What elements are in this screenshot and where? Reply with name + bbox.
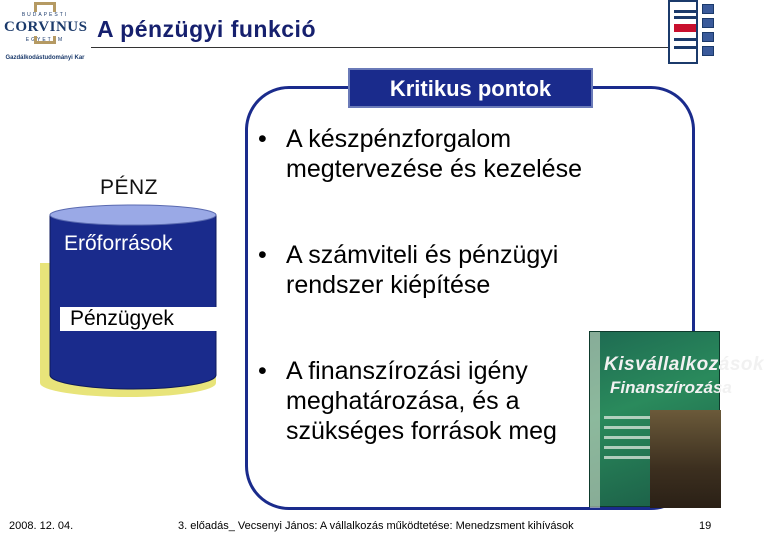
footer-date: 2008. 12. 04. xyxy=(9,520,74,532)
logo-top-text: BUDAPESTI xyxy=(21,12,69,18)
critical-points-label: Kritikus pontok xyxy=(348,68,593,108)
bullet-item xyxy=(258,356,557,446)
logo-sub-text: EGYETEM xyxy=(25,37,65,43)
bullet-line: A finanszírozási igény xyxy=(286,357,528,385)
slide-title: A pénzügyi funkció xyxy=(97,16,316,42)
book-cover-image xyxy=(589,331,764,507)
logo-bar xyxy=(674,16,696,19)
logo-cube xyxy=(702,4,714,14)
logo-tagline: Gazdálkodástudományi Kar xyxy=(5,55,85,61)
book-title-line2: Finanszírozása xyxy=(610,378,732,397)
logo-frame-top xyxy=(34,2,56,12)
institute-logo xyxy=(668,0,720,66)
bullet-item xyxy=(258,240,558,300)
bullet-line: rendszer kiépítése xyxy=(286,271,491,299)
bullet-line: szükséges források meg xyxy=(286,417,557,445)
author-line xyxy=(604,446,654,449)
bullet-item xyxy=(258,124,582,184)
logo-bar xyxy=(674,46,696,49)
title-divider xyxy=(91,47,671,48)
book-title-line1: Kisvállalkozások xyxy=(604,354,764,375)
page-number: 19 xyxy=(699,520,712,532)
bullet-line: A készpénzforgalom xyxy=(286,125,512,153)
logo-cube xyxy=(702,46,714,56)
penzugyek-label: Pénzügyek xyxy=(70,307,174,330)
logo-name: CORVINUS xyxy=(4,19,88,35)
author-line xyxy=(604,436,654,439)
logo-cube xyxy=(702,32,714,42)
institute-logo-box xyxy=(668,0,698,64)
penz-label: PÉNZ xyxy=(100,176,159,199)
bullet-line: megtervezése és kezelése xyxy=(286,155,582,183)
logo-red-band xyxy=(674,24,696,32)
author-line xyxy=(604,426,654,429)
logo-frame-bottom xyxy=(34,36,56,44)
logo-bar xyxy=(674,38,696,41)
author-line xyxy=(604,416,654,419)
book-author-lines xyxy=(604,416,654,466)
book-spine-strip xyxy=(590,332,600,508)
bullet-line: meghatározása, és a xyxy=(286,387,520,415)
book-cover-photo xyxy=(650,410,721,508)
author-line xyxy=(604,456,654,459)
bullet-line: A számviteli és pénzügyi xyxy=(286,241,559,269)
logo-cube xyxy=(702,18,714,28)
cylinder-top xyxy=(50,205,216,225)
eroforrasok-label: Erőforrások xyxy=(64,232,173,255)
logo-bar xyxy=(674,10,696,13)
footer-text: 3. előadás_ Vecsenyi János: A vállalkozás működtetése: Menedzsment kihívások xyxy=(178,520,574,532)
corvinus-logo xyxy=(4,2,86,64)
